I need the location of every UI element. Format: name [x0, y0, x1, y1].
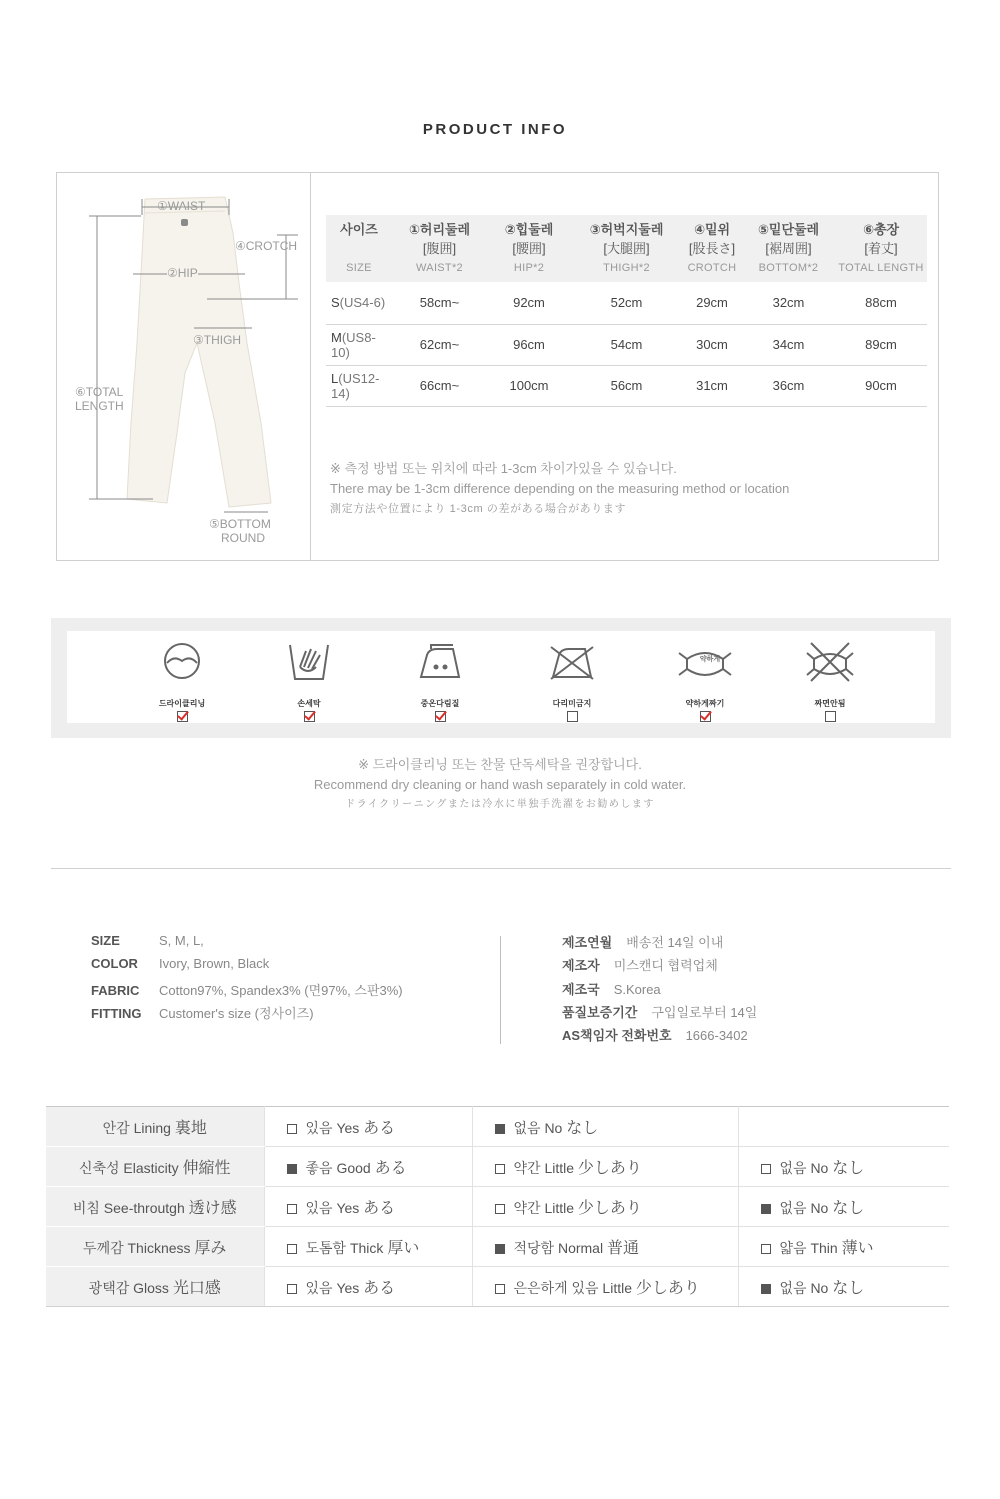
fabric-label: 광택감 Gloss 光口感: [46, 1267, 264, 1307]
thigh-label: ③THIGH: [193, 333, 242, 347]
care-item-dry-clean: [137, 641, 227, 723]
care-checkbox: [825, 711, 836, 722]
total-length-cell: 89cm: [835, 324, 927, 365]
measurement-notes: [330, 459, 789, 519]
fabric-option: 없음 No なし: [738, 1187, 949, 1227]
care-label: 약하게짜기: [685, 699, 725, 708]
wash-note-ko: ※ 드라이클리닝 또는 찬물 단독세탁을 권장합니다.: [358, 757, 642, 772]
fabric-option: 도톰함 Thick 厚い: [264, 1227, 472, 1267]
option-checkbox: [495, 1284, 505, 1294]
header-total-length: ⑥총장: [835, 215, 927, 238]
bottom-round-label-2: ROUND: [221, 531, 265, 545]
hip-label: ②HIP: [167, 266, 198, 280]
spec-key: 제조국: [562, 981, 600, 997]
header-crotch-en: CROTCH: [682, 260, 742, 282]
care-item-iron-medium: [395, 641, 485, 723]
header-size: 사이즈: [326, 215, 392, 238]
spec-key: FITTING: [91, 1005, 142, 1021]
fabric-option: 없음 No なし: [738, 1267, 949, 1307]
note-ko: ※ 측정 방법 또는 위치에 따라 1-3cm 차이가있을 수 있습니다.: [330, 461, 677, 476]
fabric-option: 있음 Yes ある: [264, 1107, 472, 1147]
fabric-option: 없음 No なし: [738, 1147, 949, 1187]
option-checkbox: [761, 1244, 771, 1254]
spec-row: [91, 980, 403, 1003]
header-total-length-en: TOTAL LENGTH: [835, 260, 927, 282]
spec-list-left: [91, 933, 403, 1026]
option-checkbox: [495, 1244, 505, 1254]
care-checkbox: [177, 711, 188, 722]
crotch-cell: 30cm: [682, 324, 742, 365]
fabric-option: 약간 Little 少しあり: [472, 1147, 738, 1187]
option-checkbox: [287, 1204, 297, 1214]
care-label: 드라이클리닝: [158, 699, 206, 708]
option-checkbox: [495, 1124, 505, 1134]
header-waist: ①허리둘레: [392, 215, 487, 238]
option-checkbox: [287, 1124, 297, 1134]
waist-cell: 62cm~: [392, 324, 487, 365]
spec-row: [562, 932, 757, 955]
spec-key: COLOR: [91, 956, 138, 972]
box-divider: [310, 173, 311, 560]
spec-list-right: [562, 932, 757, 1048]
care-checkbox: [304, 711, 315, 722]
header-hip-jp: [腰囲]: [487, 238, 571, 260]
wash-note: [0, 755, 1000, 815]
total-length-cell: 90cm: [835, 365, 927, 406]
crotch-label: ④CROTCH: [235, 239, 298, 253]
spec-row: [91, 1003, 403, 1026]
size-table-header-jp: [326, 238, 927, 260]
size-table-header-en: [326, 260, 927, 282]
spec-key: 제조연월: [562, 935, 613, 950]
spec-row: [562, 1002, 757, 1025]
header-crotch: ④밑위: [682, 215, 742, 238]
pants-illustration: [57, 173, 310, 560]
pants-diagram: [57, 173, 310, 560]
header-waist-jp: [腹囲]: [392, 238, 487, 260]
header-waist-en: WAIST*2: [392, 260, 487, 282]
spec-value: 배송전 14일 이내: [626, 935, 724, 950]
spec-key: 제조자: [562, 958, 600, 974]
note-jp: 測定方法や位置により 1-3cm の差がある場合があります: [330, 503, 627, 515]
care-label: 손세탁: [297, 699, 321, 708]
fabric-option-empty: [738, 1107, 949, 1147]
bottom-cell: 34cm: [742, 324, 835, 365]
fabric-row-see-through: [46, 1187, 949, 1227]
header-size-en: SIZE: [326, 260, 392, 282]
hand-wash-icon: [286, 641, 332, 683]
crotch-cell: 29cm: [682, 282, 742, 324]
table-row: [326, 324, 927, 365]
page-title: PRODUCT INFO: [422, 121, 568, 138]
dry-clean-icon: [159, 641, 205, 683]
fabric-label: 신축성 Elasticity 伸縮性: [46, 1147, 264, 1187]
care-label: 중온다림질: [420, 699, 460, 708]
fabric-option: 있음 Yes ある: [264, 1187, 472, 1227]
fabric-row-elasticity: [46, 1147, 949, 1187]
spec-value: 구입일로부터 14일: [651, 1004, 758, 1020]
fabric-row-lining: [46, 1107, 949, 1147]
option-checkbox: [287, 1164, 297, 1174]
spec-divider: [500, 936, 501, 1044]
table-row: [326, 365, 927, 406]
care-checkbox: [700, 711, 711, 722]
care-item-no-iron: [527, 641, 617, 723]
hip-cell: 96cm: [487, 324, 571, 365]
spec-key: SIZE: [91, 933, 120, 948]
no-iron-icon: [549, 641, 595, 683]
fabric-option: 은은하게 있음 Little 少しあり: [472, 1267, 738, 1307]
option-checkbox: [761, 1204, 771, 1214]
spec-row: [91, 933, 403, 956]
spec-value: Customer's size (정사이즈): [159, 1005, 314, 1021]
hip-cell: 100cm: [487, 365, 571, 406]
spec-value: Ivory, Brown, Black: [159, 956, 270, 972]
fabric-option: 있음 Yes ある: [264, 1267, 472, 1307]
waist-cell: 66cm~: [392, 365, 487, 406]
spec-row: [562, 1025, 757, 1048]
spec-row: [562, 979, 757, 1002]
total-length-cell: 88cm: [835, 282, 927, 324]
header-hip: ②힙둘레: [487, 215, 571, 238]
option-checkbox: [761, 1284, 771, 1294]
care-panel: [51, 618, 951, 738]
fabric-option: 적당함 Normal 普通: [472, 1227, 738, 1267]
header-thigh-en: THIGH*2: [571, 260, 682, 282]
bottom-round-label-1: ⑤BOTTOM: [209, 517, 271, 531]
header-bottom-jp: [裾周囲]: [742, 238, 835, 260]
header-thigh: ③허벅지둘레: [571, 215, 682, 238]
hip-cell: 92cm: [487, 282, 571, 324]
spec-row: [562, 955, 757, 978]
care-label: 짜면안됨: [814, 699, 846, 708]
spec-value: S.Korea: [613, 981, 661, 997]
section-divider: [51, 868, 951, 869]
fabric-label: 두께감 Thickness 厚み: [46, 1227, 264, 1267]
crotch-cell: 31cm: [682, 365, 742, 406]
option-checkbox: [287, 1244, 297, 1254]
care-checkbox: [435, 711, 446, 722]
care-item-no-wring: [785, 641, 875, 723]
fabric-option: 얇음 Thin 薄い: [738, 1227, 949, 1267]
spec-value: 1666-3402: [685, 1028, 748, 1044]
wash-note-jp: ドライクリーニングまたは冷水に単独手洗濯をお勧めします: [345, 799, 655, 810]
care-icons-row: [67, 631, 935, 723]
size-cell: M(US8-10): [326, 324, 392, 365]
header-thigh-jp: [大腿囲]: [571, 238, 682, 260]
wash-note-en: Recommend dry cleaning or hand wash separately in cold water.: [313, 777, 687, 792]
size-table: [326, 215, 927, 407]
size-table-header-ko: [326, 215, 927, 238]
header-hip-en: HIP*2: [487, 260, 571, 282]
waist-label: ①WAIST: [157, 199, 206, 213]
fabric-row-thickness: [46, 1227, 949, 1267]
fabric-label: 비침 See-throutgh 透け感: [46, 1187, 264, 1227]
spec-key: AS책임자 전화번호: [562, 1028, 672, 1044]
care-label: 다리미금지: [552, 699, 592, 708]
care-checkbox: [567, 711, 578, 722]
gentle-wring-inner-text: 약하게: [699, 656, 721, 663]
spec-value: Cotton97%, Spandex3% (면97%, 스판3%): [159, 982, 403, 998]
waist-cell: 58cm~: [392, 282, 487, 324]
iron-medium-icon: [417, 641, 463, 683]
size-cell: L(US12-14): [326, 365, 392, 406]
option-checkbox: [287, 1284, 297, 1294]
care-item-hand-wash: [264, 641, 354, 723]
no-wring-icon: [805, 641, 855, 683]
total-length-label-2: LENGTH: [75, 399, 124, 413]
bottom-cell: 36cm: [742, 365, 835, 406]
size-chart-box: [56, 172, 939, 561]
header-crotch-jp: [股長さ]: [682, 238, 742, 260]
total-length-label-1: ⑥TOTAL: [75, 385, 124, 399]
size-cell: S(US4-6): [326, 282, 392, 324]
spec-row: [91, 956, 403, 979]
spec-value: 미스캔디 협력업체: [613, 958, 718, 974]
fabric-row-gloss: [46, 1267, 949, 1307]
option-checkbox: [495, 1164, 505, 1174]
header-size-jp: [326, 238, 392, 260]
option-checkbox: [761, 1164, 771, 1174]
fabric-option: 약간 Little 少しあり: [472, 1187, 738, 1227]
option-checkbox: [495, 1204, 505, 1214]
fabric-property-table: [46, 1106, 949, 1307]
spec-value: S, M, L,: [159, 933, 204, 948]
thigh-cell: 56cm: [571, 365, 682, 406]
table-row: [326, 282, 927, 324]
fabric-option: 좋음 Good ある: [264, 1147, 472, 1187]
header-bottom-en: BOTTOM*2: [742, 260, 835, 282]
fabric-label: 안감 Lining 裏地: [46, 1107, 264, 1147]
spec-key: 품질보증기간: [562, 1004, 638, 1020]
care-item-gentle-wring: [660, 641, 750, 723]
header-total-length-jp: [着丈]: [835, 238, 927, 260]
thigh-cell: 54cm: [571, 324, 682, 365]
note-en: There may be 1-3cm difference depending on the measuring method or location: [330, 481, 790, 496]
header-bottom: ⑤밑단둘레: [742, 215, 835, 238]
spec-key: FABRIC: [91, 982, 140, 998]
thigh-cell: 52cm: [571, 282, 682, 324]
bottom-cell: 32cm: [742, 282, 835, 324]
fabric-option: 없음 No なし: [472, 1107, 738, 1147]
